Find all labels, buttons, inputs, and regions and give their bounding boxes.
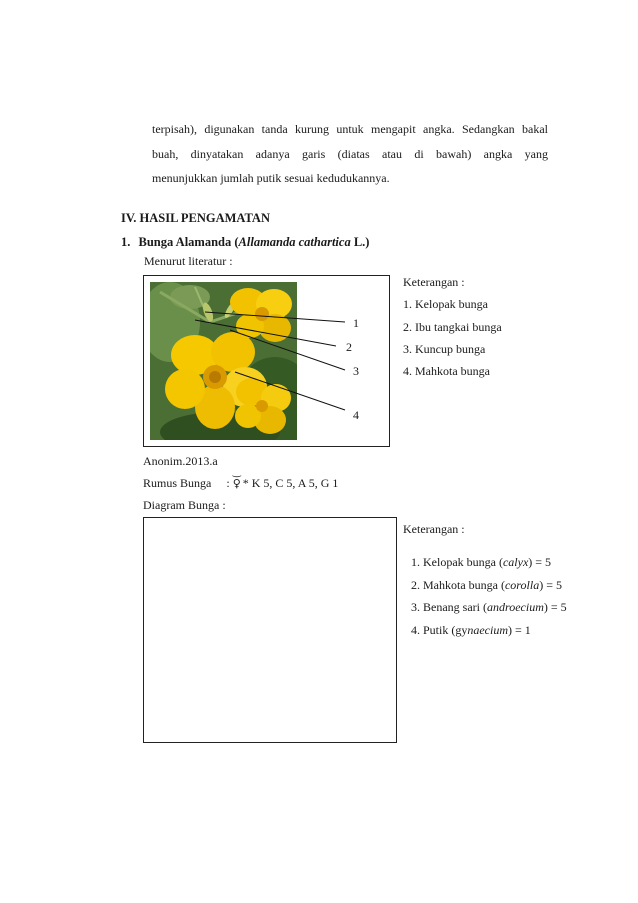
photo-label-1: 1 — [353, 316, 359, 330]
hermaphrodite-symbol-icon: ‿ ♀ — [232, 467, 241, 490]
photo-label-4: 4 — [353, 408, 359, 422]
pointer-line-4 — [235, 372, 345, 410]
keterangan-item: 3. Kuncup bunga — [403, 342, 486, 356]
photo-label-2: 2 — [346, 340, 352, 354]
source-citation: Anonim.2013.a — [143, 454, 218, 468]
keterangan2-item: 3. Benang sari (androecium) = 5 — [411, 600, 567, 614]
keterangan-item: 1. Kelopak bunga — [403, 297, 488, 311]
flower-formula — [143, 467, 339, 491]
paragraph-line-1: terpisah), digunakan tanda kurung untuk mengapit angka. Sedangkan bakal — [152, 122, 548, 136]
section-heading: IV. HASIL PENGAMATAN — [121, 211, 270, 225]
pointer-line-1 — [205, 312, 345, 322]
keterangan2-item: 4. Putik (gynaecium) = 1 — [411, 623, 531, 637]
pointer-line-3 — [230, 330, 345, 370]
paragraph-line-2: buah, dinyatakan adanya garis (diatas atau di bawah) angka yang — [152, 147, 548, 161]
diagram-label: Diagram Bunga : — [143, 498, 226, 512]
item-title-latin: Allamanda cathartica — [238, 235, 351, 249]
formula-label: Rumus Bunga — [143, 476, 212, 490]
keterangan2-item: 1. Kelopak bunga (calyx) = 5 — [411, 555, 552, 569]
keterangan-item: 4. Mahkota bunga — [403, 364, 490, 378]
formula-value: * K 5, C 5, A 5, G 1 — [242, 476, 339, 490]
item-title-suffix: L.) — [350, 235, 370, 249]
paragraph-line-3: menunjukkan jumlah putik sesuai kedudukannya. — [152, 171, 390, 185]
keterangan2-item: 2. Mahkota bunga (corolla) = 5 — [411, 578, 562, 592]
item-title-prefix: Bunga Alamanda ( — [138, 235, 239, 249]
literature-label: Menurut literatur : — [144, 254, 233, 268]
photo-label-3: 3 — [353, 364, 359, 378]
keterangan2-title: Keterangan : — [403, 522, 465, 536]
keterangan-title: Keterangan : — [403, 275, 465, 289]
diagram-frame — [143, 517, 397, 743]
keterangan-item: 2. Ibu tangkai bunga — [403, 320, 502, 334]
item-number: 1. — [121, 235, 131, 249]
formula-colon: : — [226, 476, 230, 490]
